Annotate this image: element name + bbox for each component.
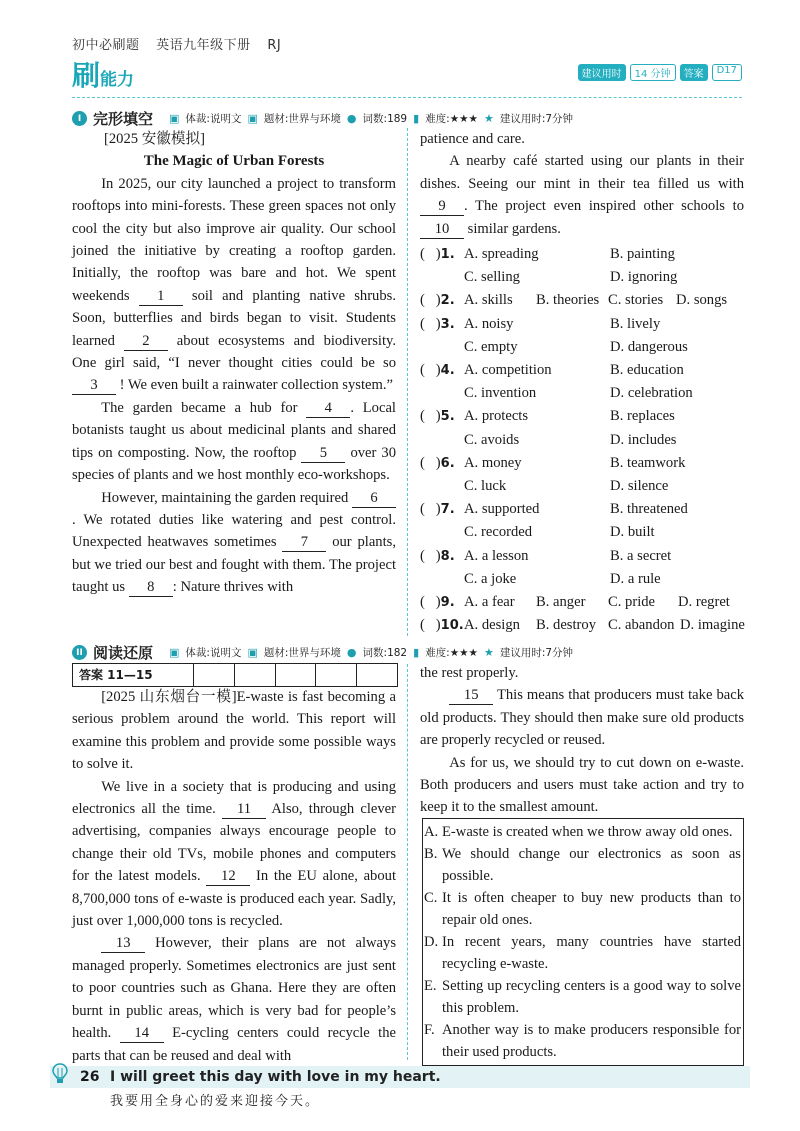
section1-words: 词数:189: [362, 113, 408, 125]
header-divider: [72, 97, 742, 98]
time-label: 建议用时: [578, 64, 626, 81]
question-10[interactable]: ( )10. A. design B. destroy C. abandon D. imagine: [420, 617, 745, 634]
section1-difficulty: 难度:★★★: [425, 113, 478, 125]
section1-time: 建议用时:7分钟: [499, 113, 574, 125]
cloze-options: [420, 243, 750, 637]
brand-big-char: 刷: [72, 59, 101, 92]
subject-name: 英语九年级下册: [156, 38, 251, 53]
series-name: 初中必刷题: [72, 38, 140, 53]
book-header: [72, 34, 293, 53]
cloze-paragraph-3-end: patience and care.: [420, 131, 525, 147]
section2-words: 词数:182: [362, 647, 408, 659]
cloze-blank[interactable]: 9: [420, 198, 464, 216]
time-value: 14 分钟: [630, 64, 676, 81]
option-c: C. It is often cheaper to buy new products than to repair old ones.: [424, 890, 741, 928]
question-6[interactable]: ( )6. A. money B. teamwork: [420, 454, 686, 471]
page-number: 26: [80, 1069, 100, 1085]
reading-paragraph-4: 15 This means that producers must take back old products. They should then make sure old products are properly recycled or reused.: [420, 687, 744, 749]
question-7-more: C. recorded D. built: [464, 524, 655, 541]
column-divider: [407, 128, 408, 636]
cloze-blank[interactable]: 4: [306, 400, 350, 418]
answer-page: D17: [712, 64, 742, 81]
question-8-more: C. a joke D. a rule: [464, 570, 661, 587]
answer-cell[interactable]: [276, 664, 317, 686]
cloze-blank[interactable]: 6: [352, 490, 396, 508]
cloze-blank[interactable]: 3: [72, 377, 116, 395]
reading-passage: [72, 686, 396, 1067]
cloze-source: [2025 安徽模拟]: [104, 131, 205, 147]
answer-label: 答案: [680, 64, 708, 81]
genre-icon: ▣: [169, 112, 180, 125]
reading-passage-continued: [420, 662, 744, 819]
question-5-more: C. avoids D. includes: [464, 431, 677, 448]
time-info: [578, 64, 742, 81]
cloze-paragraph-1: In 2025, our city launched a project to transform rooftops into mini-forests. These green spaces not only cool the city but also improve air quality. Our school joined the initiative by creating a rooftop garden. Initially, the rooftop was bare and hot. We spent weekends 1 soil and planting native shrubs. Soon, butterflies and birds began to visit. Students learned 2 about ecosystems and biodiversity. One girl said, “I never thought cities could be so 3 ! We even built a rainwater collection system.”: [72, 175, 396, 394]
motto-chinese: 我要用全身心的爱来迎接今天。: [110, 1094, 321, 1109]
cloze-passage-continued: [420, 128, 744, 240]
motto-english: I will greet this day with love in my heart.: [110, 1069, 441, 1085]
option-e: E. Setting up recycling centers is a good way to solve this problem.: [424, 978, 741, 1016]
words-icon: ●: [346, 112, 357, 125]
option-d: D. In recent years, many countries have started recycling e-waste.: [424, 934, 741, 972]
option-b: B. We should change our electronics as soon as possible.: [424, 846, 741, 884]
answer-table-label: 答案 11—15: [73, 664, 194, 686]
question-1-more: C. selling D. ignoring: [464, 269, 678, 286]
genre-icon: ▣: [169, 646, 180, 659]
reading-paragraph-3: 13 However, their plans are not always managed properly. Sometimes electronics are just sent to poor countries such as Ghana. Here they are often burnt in public areas, which is very bad for people’s health. 14 E-cycling centers could recycle the parts that can be reused and deal with: [72, 935, 396, 1064]
section2-topic: 题材:世界与环境: [263, 647, 341, 659]
section1-genre: 体裁:说明文: [185, 113, 242, 125]
reading-source: [2025 山东烟台一模]: [101, 689, 237, 705]
brand-small-text: 能力: [100, 70, 135, 90]
cloze-blank[interactable]: 5: [301, 445, 345, 463]
question-9[interactable]: ( )9. A. a fear B. anger C. pride D. regret: [420, 594, 730, 611]
reading-paragraph-1: [2025 山东烟台一模]E-waste is fast becoming a serious problem around the world. This report will examine this problem and provide some possible ways to solve it.: [72, 689, 396, 773]
section1-header: [72, 108, 573, 129]
section1-topic: 题材:世界与环境: [263, 113, 341, 125]
reading-blank[interactable]: 15: [449, 687, 493, 705]
cloze-paragraph-2: The garden became a hub for 4 . Local botanists taught us about medicinal plants and shared tips on composting. Now, the rooftop 5 over 30 species of plants and we host monthly eco-workshops.: [72, 399, 397, 484]
cloze-blank[interactable]: 10: [420, 221, 464, 239]
reading-blank[interactable]: 12: [206, 868, 250, 886]
lightbulb-icon: [52, 1063, 68, 1085]
difficulty-icon: ▮: [413, 646, 420, 659]
cloze-paragraph-4: A nearby café started using our plants in their dishes. Seeing our mint in their tea filled us with 9 . The project even inspired other schools to 10 similar gardens.: [420, 153, 744, 237]
reading-paragraph-5: As for us, we should try to cut down on e-waste. Both producers and users must take action and try to keep it to the smallest amount.: [420, 754, 744, 816]
reading-blank[interactable]: 14: [120, 1025, 164, 1043]
section2-badge: II: [72, 645, 87, 660]
answer-cell[interactable]: [235, 664, 276, 686]
reading-paragraph-3-end: the rest properly.: [420, 665, 519, 681]
option-f: F. Another way is to make producers responsible for their used products.: [424, 1022, 741, 1060]
brand-logo: [72, 54, 134, 94]
question-8[interactable]: ( )8. A. a lesson B. a secret: [420, 547, 672, 564]
section2-difficulty: 难度:★★★: [425, 647, 478, 659]
section2-genre: 体裁:说明文: [185, 647, 242, 659]
question-3[interactable]: ( )3. A. noisy B. lively: [420, 315, 661, 332]
options-box: [422, 818, 744, 1066]
time-icon: ★: [483, 112, 494, 125]
reading-blank[interactable]: 13: [101, 935, 145, 953]
question-1[interactable]: ( )1. A. spreading B. painting: [420, 246, 675, 262]
cloze-passage: [72, 128, 396, 599]
difficulty-icon: ▮: [413, 112, 420, 125]
reading-blank[interactable]: 11: [222, 801, 266, 819]
question-6-more: C. luck D. silence: [464, 478, 669, 495]
section2-title: 阅读还原: [93, 644, 154, 662]
section2-header: [72, 642, 573, 663]
cloze-paragraph-3: However, maintaining the garden required 6. We rotated duties like watering and pest control. Unexpected heatwaves sometimes 7 our plants, but we tried our best and fought with them. The project taught us 8 : Nature thrives with: [72, 489, 396, 596]
time-icon: ★: [483, 646, 494, 659]
words-icon: ●: [346, 646, 357, 659]
column-divider: [407, 664, 408, 1060]
answer-cell[interactable]: [357, 664, 397, 686]
cloze-title: The Magic of Urban Forests: [143, 153, 325, 170]
topic-icon: ▣: [247, 646, 258, 659]
cloze-blank[interactable]: 7: [282, 534, 326, 552]
question-2[interactable]: ( )2. A. skills B. theories C. stories D. songs: [420, 292, 728, 309]
option-a: A. E-waste is created when we throw away old ones.: [424, 824, 733, 840]
section1-badge: I: [72, 111, 87, 126]
reading-paragraph-2: We live in a society that is producing and using electronics all the time. 11 Also, through clever advertising, companies always encourage people to change their old TVs, mobile phones and computers for the latest models. 12 In the EU alone, about 8,700,000 tons of e-waste is produced each year. Sadly, just over 1,000,000 tons is recycled.: [72, 778, 396, 930]
edition-code: RJ: [267, 38, 282, 53]
question-5[interactable]: ( )5. A. protects B. replaces: [420, 408, 675, 425]
question-4-more: C. invention D. celebration: [464, 385, 693, 402]
answer-table: [72, 663, 398, 687]
section2-time: 建议用时:7分钟: [499, 647, 574, 659]
section1-title: 完形填空: [93, 110, 154, 128]
question-3-more: C. empty D. dangerous: [464, 338, 688, 355]
topic-icon: ▣: [247, 112, 258, 125]
cloze-blank[interactable]: 1: [139, 288, 183, 306]
answer-cell[interactable]: [316, 664, 357, 686]
answer-cell[interactable]: [194, 664, 235, 686]
cloze-blank[interactable]: 2: [124, 333, 168, 351]
question-4[interactable]: ( )4. A. competition B. education: [420, 362, 684, 379]
cloze-blank[interactable]: 8: [129, 579, 173, 597]
question-7[interactable]: ( )7. A. supported B. threatened: [420, 501, 688, 518]
